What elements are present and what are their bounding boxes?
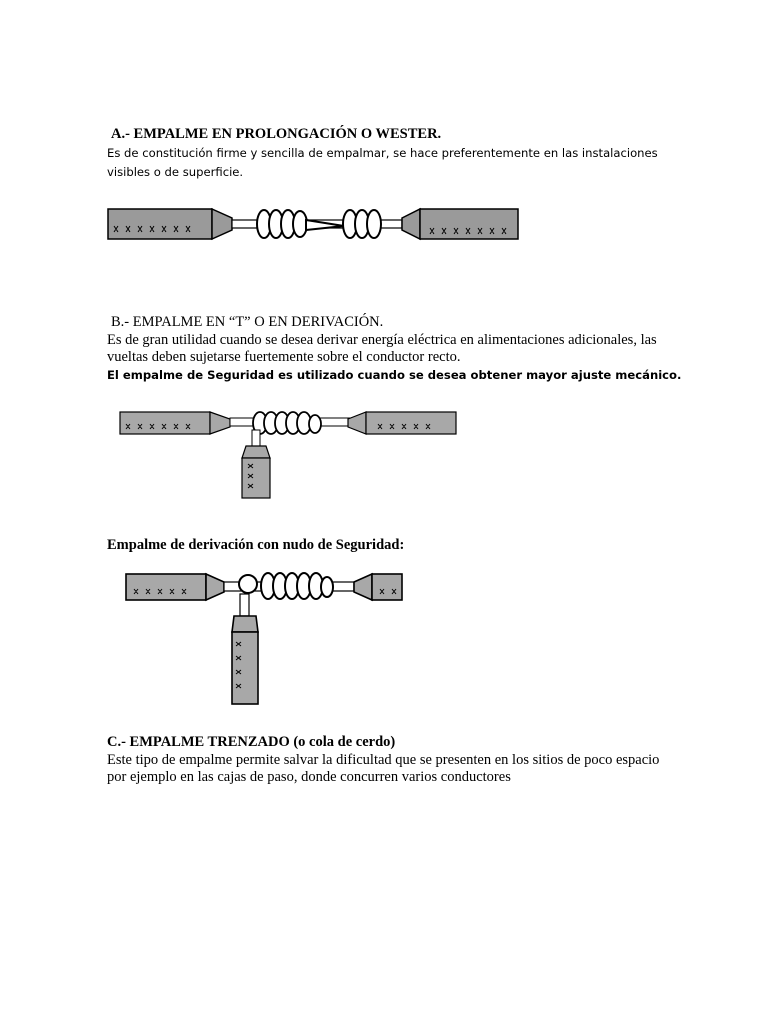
knot-section-heading: Empalme de derivación con nudo de Seguridad: (107, 537, 405, 553)
section-b-heading: B.- EMPALME EN “T” O EN DERIVACIÓN. (111, 314, 384, 330)
section-b-line-1: Es de gran utilidad cuando se desea derivar energía eléctrica en alimentaciones adicionales, las (107, 332, 657, 348)
western-splice-illustration (104, 196, 530, 266)
section-b-line-3: El empalme de Seguridad es utilizado cuando se desea obtener mayor ajuste mecánico. (107, 368, 682, 382)
t-splice-illustration (116, 398, 476, 502)
section-a-line-1: Es de constitución firme y sencilla de empalmar, se hace preferentemente en las instalaciones (107, 146, 658, 160)
section-c-line-2: por ejemplo en las cajas de paso, donde concurren varios conductores (107, 769, 511, 785)
section-b-line-2: vueltas deben sujetarse fuertemente sobre el conductor recto. (107, 349, 461, 365)
section-a-heading: A.- EMPALME EN PROLONGACIÓN O WESTER. (111, 126, 442, 142)
safety-knot-splice-illustration (122, 562, 408, 708)
section-c-line-1: Este tipo de empalme permite salvar la dificultad que se presenten en los sitios de poco espacio (107, 752, 660, 768)
section-a-line-2: visibles o de superficie. (107, 165, 244, 179)
section-c-heading: C.- EMPALME TRENZADO (o cola de cerdo) (107, 734, 396, 750)
